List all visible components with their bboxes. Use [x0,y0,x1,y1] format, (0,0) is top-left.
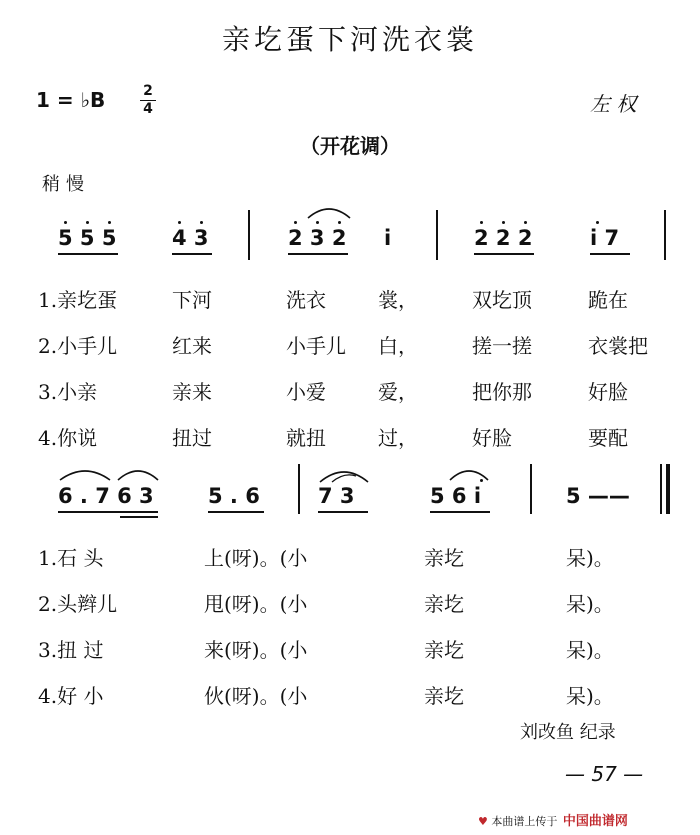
lyric: 2.头辫儿 [38,592,118,616]
source-region: 左 权 [590,92,637,116]
note-group: i 7 [590,226,620,250]
footer-text: 本曲谱上传于 [491,815,558,828]
note-group: i [384,226,392,250]
note-group: 2 3 2 [288,226,347,250]
note-group: 5 6 i [430,484,482,508]
lyric: 1.亲圪蛋 [38,288,118,312]
lyric: 亲圪 [424,546,464,570]
lyric: 就扭 [286,426,326,450]
slur [58,466,112,482]
lyric: 呆)。 [566,638,614,662]
lyric: 亲圪 [424,638,464,662]
lyric: 要配 [588,426,628,450]
lyric: 3.扭 过 [38,638,104,662]
lyric: 搓一搓 [472,334,532,358]
tempo-marking: 稍慢 [42,174,90,195]
lyric: 下河 [172,288,212,312]
lyric: 1.石 头 [38,546,104,570]
lyric: 好脸 [472,426,512,450]
slur [306,204,352,220]
lyric: 呆)。 [566,592,614,616]
note-group: 6 . 7 6 3 [58,484,154,508]
lyric: 呆)。 [566,684,614,708]
bar-line [248,210,250,260]
lyric: 亲来 [172,380,212,404]
heart-icon: ♥ [478,815,488,828]
note-group: 5 . 6 [208,484,260,508]
lyric: 4.你说 [38,426,98,450]
bar-line [436,210,438,260]
lyric: 洗衣 [286,288,326,312]
note-group: 5 —— [566,484,630,508]
lyric: 4.好 小 [38,684,104,708]
lyric: 上(呀)。(小 [204,546,308,570]
page-number: — 57 — [565,762,644,786]
bar-line [530,464,532,514]
key-signature: 1 = ♭B [36,88,106,112]
lyric: 3.小亲 [38,380,98,404]
bar-line [664,210,666,260]
slur [116,466,160,482]
lyric: 红来 [172,334,212,358]
lyric: 来(呀)。(小 [204,638,308,662]
lyric: 亲圪 [424,684,464,708]
lyric: 衣裳把 [588,334,648,358]
lyric: 小爱 [286,380,326,404]
song-subtitle: （开花调） [300,134,400,158]
note-group: 5 5 5 [58,226,117,250]
meter-bottom: 4 [143,101,153,117]
lyric: 伙(呀)。(小 [204,684,308,708]
lyric: 好脸 [588,380,628,404]
note-group: 4 3 [172,226,209,250]
upload-footer [478,810,628,829]
lyric: 裳， [378,288,418,312]
lyric: 小手儿 [286,334,346,358]
song-title: 亲圪蛋下河洗衣裳 [221,23,478,56]
note-group: 2 2 2 [474,226,533,250]
bar-line [298,464,300,514]
slur [448,466,490,482]
lyric: 过， [378,426,418,450]
recorder-credit: 刘改鱼 纪录 [520,722,616,743]
site-logo-text[interactable]: 中国曲谱网 [562,814,628,829]
lyric: 2.小手儿 [38,334,118,358]
lyric: 跪在 [588,288,628,312]
final-bar-line [666,464,670,514]
lyric: 扭过 [172,426,212,450]
lyric: 双圪顶 [472,288,532,312]
meter-top: 2 [143,83,153,99]
bar-line [660,464,662,514]
lyric: 亲圪 [424,592,464,616]
note-group: 7 3 [318,484,355,508]
lyric: 甩(呀)。(小 [204,592,308,616]
lyric: 呆)。 [566,546,614,570]
slur [318,466,370,484]
lyric: 爱， [378,380,418,404]
time-signature [138,84,158,117]
lyric: 把你那 [472,380,532,404]
lyric: 白， [378,334,418,358]
